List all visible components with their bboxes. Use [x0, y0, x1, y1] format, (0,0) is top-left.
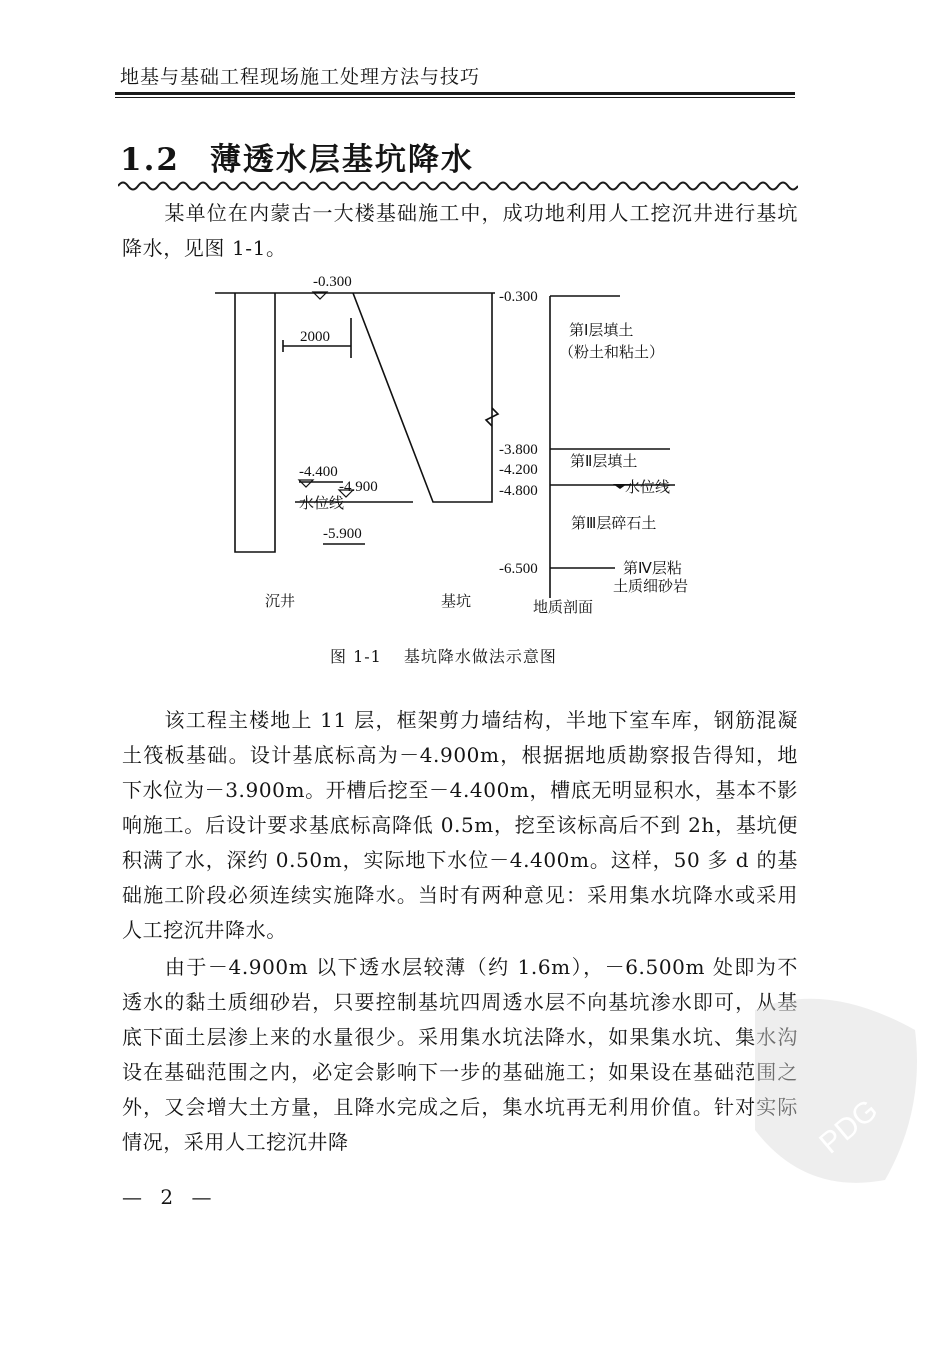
label-elev-4: -4.800	[499, 483, 538, 499]
watermark-text: PDG	[813, 1093, 885, 1161]
label-layer-1b: （粉土和粘土）	[559, 345, 665, 361]
label-pit: 基坑	[441, 594, 472, 610]
label-layer-2: 第Ⅱ层填土	[570, 454, 638, 470]
label-level-2: -4.900	[339, 479, 378, 495]
label-profile: 地质剖面	[533, 600, 594, 616]
paragraph-3-text: 由于－4.900m 以下透水层较薄（约 1.6m），－6.500m 处即为不透水的黏土质细砂岩，只要控制基坑四周透水层不向基坑渗水即可，从基底下面土层渗上来的水量很少。采用集水坑法降水，如果集水坑、集水沟设在基础范围之内，必定会影响下一步的基础施工；如果设在基础范围之外，又会增大土方量，且降水完成之后，集水坑再无利用价值。针对实际情况，采用人工挖沉井降	[122, 955, 798, 1154]
header-rule-thin	[115, 97, 795, 98]
wavy-rule	[118, 178, 798, 192]
paragraph-2-text: 该工程主楼地上 11 层，框架剪力墙结构，半地下室车库，钢筋混凝土筏板基础。设计基底标高为－4.900m，根据据地质勘察报告得知，地下水位为－3.900m。开槽后挖至－4.400m，槽底无明显积水，基本不影响施工。后设计要求基底标高降低 0.5m，挖至该标高后不到 2h，基坑便积满了水，深约 0.50m，实际地下水位－4.400m。这样，50 多 d 的基础施工阶段必须连续实施降水。当时有两种意见：采用集水坑降水或采用人工挖沉井降水。	[122, 708, 798, 942]
label-caisson: 沉井	[265, 594, 296, 610]
pit-outline	[353, 293, 492, 502]
figure-caption-text: 基坑降水做法示意图	[403, 647, 557, 666]
label-layer-3: 第Ⅲ层碎石土	[571, 516, 657, 532]
label-layer-4a: 第Ⅳ层粘	[623, 561, 682, 577]
paragraph-3	[122, 950, 798, 1160]
label-elev-3: -4.200	[499, 462, 538, 478]
caisson-outline	[235, 293, 275, 552]
label-layer-1a: 第Ⅰ层填土	[569, 323, 634, 339]
label-top-level: -0.300	[313, 274, 352, 290]
pdg-watermark-stamp	[735, 980, 935, 1200]
figure-diagram	[215, 268, 735, 628]
label-offset: 2000	[300, 329, 330, 345]
label-elev-1: -0.300	[499, 289, 538, 305]
label-layer-4b: 土质细砂岩	[613, 579, 689, 595]
section-heading	[120, 134, 474, 179]
label-elev-5: -6.500	[499, 561, 538, 577]
page-number: — 2 —	[122, 1185, 218, 1209]
section-title: 薄透水层基坑降水	[209, 142, 474, 178]
level-marker	[299, 480, 313, 487]
figure-number: 图 1-1	[330, 647, 382, 666]
label-level-3: -5.900	[323, 526, 362, 542]
intro-text: 某单位在内蒙古一大楼基础施工中，成功地利用人工挖沉井进行基坑降水，见图 1-1。	[122, 201, 798, 260]
label-level-1: -4.400	[299, 464, 338, 480]
running-header: 地基与基础工程现场施工处理方法与技巧	[120, 66, 481, 88]
label-water-line-left: 水位线	[299, 496, 345, 512]
label-elev-2: -3.800	[499, 442, 538, 458]
header-rule	[115, 92, 795, 95]
intro-paragraph	[122, 196, 798, 266]
label-water-line-right: 水位线	[625, 480, 671, 496]
section-number: 1.2	[120, 142, 180, 178]
figure-caption	[330, 644, 557, 667]
paragraph-2	[122, 703, 798, 948]
